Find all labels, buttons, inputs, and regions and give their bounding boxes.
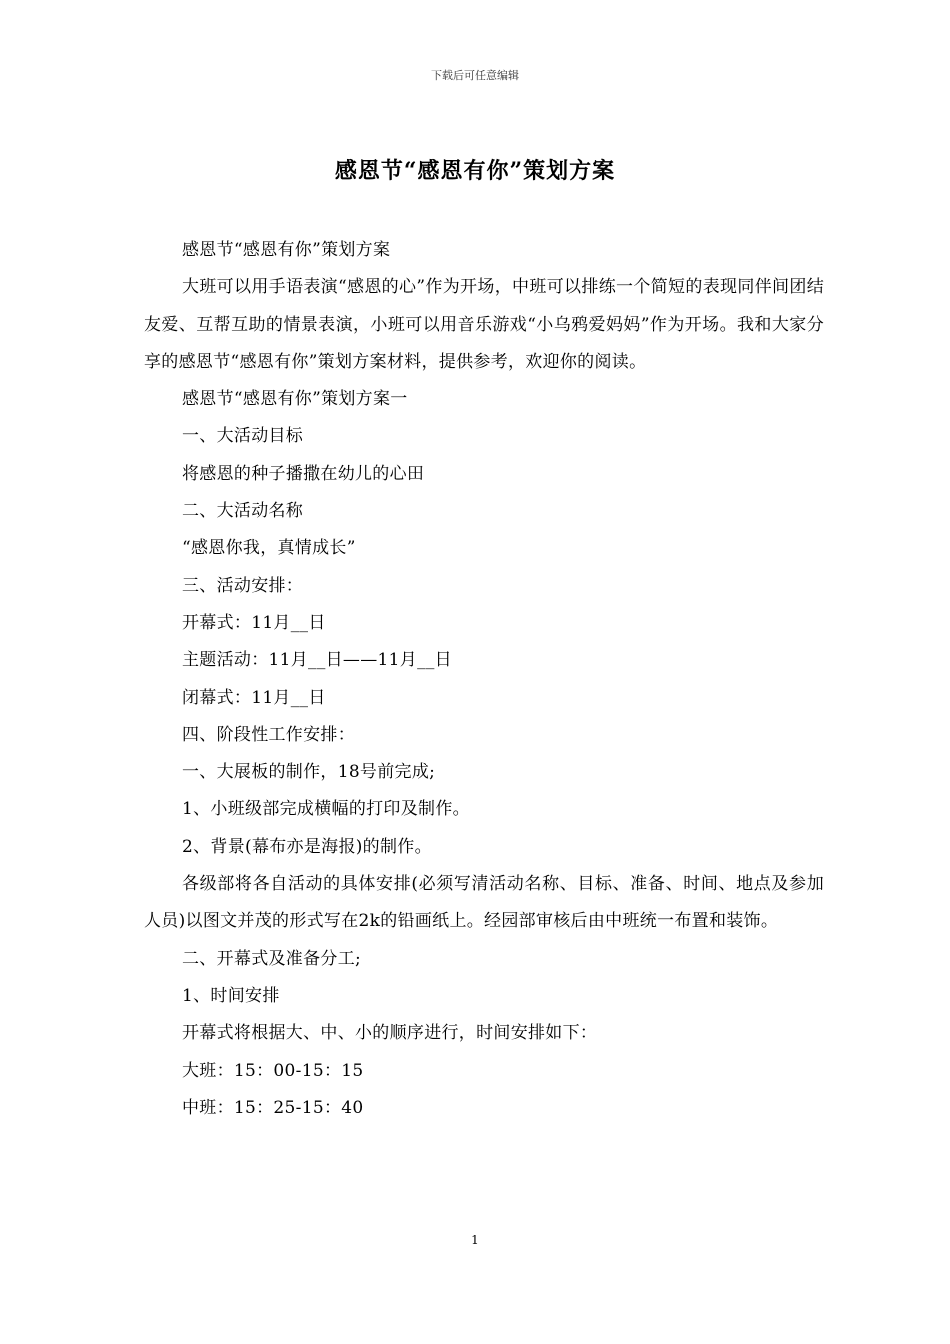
paragraph: 将感恩的种子播撒在幼儿的心田 <box>182 463 425 484</box>
paragraph: 1、小班级部完成横幅的打印及制作。 <box>182 799 470 820</box>
document-body <box>144 232 824 1127</box>
paragraph: 开幕式将根据大、中、小的顺序进行，时间安排如下： <box>182 1023 598 1044</box>
paragraph: 2、背景(幕布亦是海报)的制作。 <box>182 836 432 857</box>
page-header: 下载后可任意编辑 <box>431 69 519 82</box>
paragraph: 四、阶段性工作安排： <box>182 724 355 745</box>
paragraph: 一、大展板的制作，18号前完成; <box>182 762 436 783</box>
paragraph: 1、时间安排 <box>182 985 280 1006</box>
paragraph: 感恩节“感恩有你”策划方案一 <box>182 389 408 410</box>
paragraph: 各级部将各自活动的具体安排(必须写清活动名称、目标、准备、时间、地点及参加人员)以图文并茂的形式写在2k的铅画纸上。经园部审核后由中班统一布置和装饰。 <box>144 874 824 932</box>
paragraph: 二、开幕式及准备分工; <box>182 948 362 969</box>
paragraph: 感恩节“感恩有你”策划方案 <box>182 240 391 260</box>
paragraph: 三、活动安排： <box>182 575 304 596</box>
paragraph: 主题活动：11月__日——11月__日 <box>182 650 452 671</box>
paragraph: 闭幕式：11月__日 <box>182 687 326 708</box>
paragraph: 开幕式：11月__日 <box>182 612 326 633</box>
paragraph: “感恩你我，真情成长” <box>182 538 356 559</box>
document-title: 感恩节“感恩有你”策划方案 <box>334 158 616 184</box>
paragraph: 大班：15：00-15：15 <box>182 1060 364 1081</box>
paragraph: 大班可以用手语表演“感恩的心”作为开场，中班可以排练一个简短的表现同伴间团结友爱、互帮互助的情景表演，小班可以用音乐游戏“小乌鸦爱妈妈”作为开场。我和大家分享的感恩节“感恩有你”策划方案材料，提供参考，欢迎你的阅读。 <box>144 277 824 372</box>
paragraph: 中班：15：25-15：40 <box>182 1097 364 1118</box>
paragraph: 一、大活动目标 <box>182 426 304 447</box>
page-number: 1 <box>471 1233 479 1247</box>
paragraph: 二、大活动名称 <box>182 501 304 522</box>
